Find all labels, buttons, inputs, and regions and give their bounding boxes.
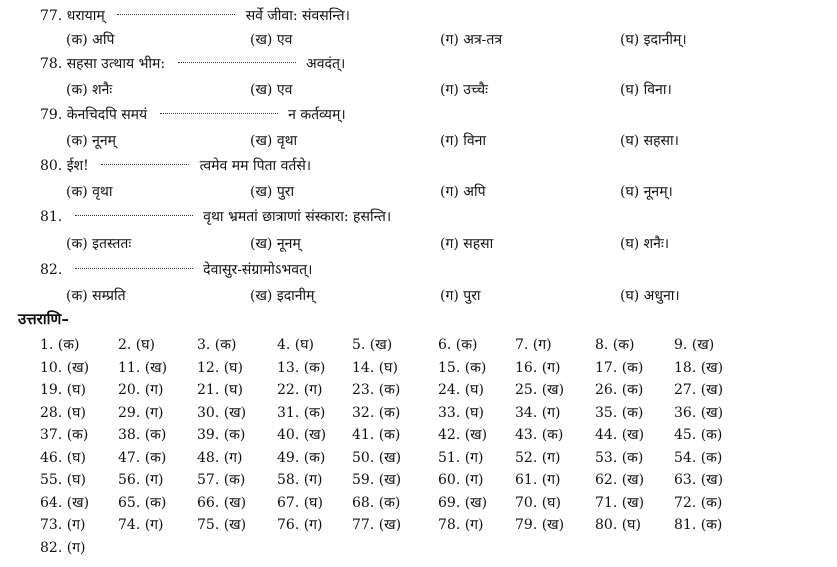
- answer-item: 47. (क): [118, 449, 167, 466]
- option-gha: (घ) शनैः।: [620, 236, 670, 252]
- option-kha: (ख) इदानीम्: [250, 288, 315, 304]
- question-text-after: त्वमेव मम पिता वर्तसे।: [199, 158, 312, 174]
- answer-item: 68. (क): [352, 494, 401, 511]
- answer-item: 56. (ग): [118, 472, 164, 488]
- answer-item: 3. (क): [197, 337, 237, 353]
- answer-item: 70. (घ): [515, 494, 561, 511]
- option-gha: (घ) सहसा।: [620, 133, 679, 149]
- answer-item: 60. (ग): [438, 472, 484, 488]
- answer-item: 42. (ख): [438, 427, 488, 443]
- options-81: [66, 233, 826, 255]
- answer-item: 80. (घ): [595, 517, 641, 533]
- answer-item: 77. (ख): [352, 517, 402, 533]
- question-text-after: वृथा भ्रमतां छात्राणां संस्कारा: हसन्ति।: [203, 209, 392, 225]
- question-text-after: सर्वे जीवा: संवसन्ति।: [245, 8, 350, 24]
- answer-item: 15. (क): [438, 359, 487, 376]
- answer-item: 53. (क): [595, 449, 644, 466]
- option-gha: (घ) नूनम्।: [620, 184, 673, 200]
- question-text-before: धरायाम्: [66, 8, 105, 24]
- answer-item: 31. (क): [277, 404, 326, 421]
- answer-item: 51. (ग): [438, 449, 484, 466]
- answer-item: 78. (ग): [438, 517, 484, 533]
- answer-item: 35. (क): [595, 404, 644, 421]
- answer-item: 64. (ख): [40, 494, 90, 511]
- answer-item: 10. (ख): [40, 359, 90, 376]
- question-number: 78.: [40, 56, 63, 72]
- answer-item: 37. (क): [40, 427, 89, 443]
- option-ka: (क) नूनम्: [66, 133, 117, 149]
- answer-item: 6. (क): [438, 337, 478, 353]
- answer-item: 16. (ग): [515, 359, 561, 376]
- option-ga: (ग) विना: [440, 133, 487, 149]
- answer-item: 49. (क): [277, 449, 326, 466]
- question-number: 80.: [40, 158, 63, 174]
- options-77: [66, 29, 826, 51]
- options-82: [66, 285, 826, 307]
- option-kha: (ख) एव: [250, 32, 293, 48]
- answer-item: 59. (ख): [352, 472, 402, 488]
- answer-item: 52. (ग): [515, 449, 561, 466]
- answer-item: 66. (ख): [197, 494, 247, 511]
- question-number: 77.: [40, 8, 63, 24]
- answer-item: 41. (क): [352, 427, 401, 443]
- question-text-before: ईश!: [66, 158, 89, 174]
- options-79: [66, 130, 826, 152]
- answer-item: 21. (घ): [197, 382, 243, 398]
- question-80: [40, 155, 311, 177]
- question-text-after: देवासुर-संग्रामोऽभवत्।: [203, 262, 313, 278]
- answer-item: 25. (ख): [515, 382, 565, 398]
- answer-item: 26. (क): [595, 382, 644, 398]
- answer-item: 57. (क): [197, 472, 246, 488]
- answer-item: 36. (ख): [674, 404, 724, 421]
- option-ka: (क) इतस्ततः: [66, 236, 132, 252]
- answer-item: 18. (ख): [674, 359, 724, 376]
- answer-item: 1. (क): [40, 337, 80, 353]
- question-text-after: अवदंत्।: [306, 56, 346, 72]
- answer-item: 22. (ग): [277, 382, 323, 398]
- answer-item: 71. (ख): [595, 494, 645, 511]
- answer-item: 13. (क): [277, 359, 326, 376]
- question-78: [40, 53, 345, 75]
- option-kha: (ख) एव: [250, 82, 293, 98]
- answer-item: 48. (ग): [197, 449, 243, 466]
- answer-item: 9. (ख): [674, 337, 715, 353]
- answer-item: 74. (ग): [118, 517, 164, 533]
- answer-item: 2. (घ): [118, 337, 156, 353]
- answer-item: 30. (ख): [197, 404, 247, 421]
- question-text-after: न कर्तव्यम्।: [288, 107, 346, 123]
- answer-item: 12. (घ): [197, 359, 243, 376]
- answer-item: 29. (ग): [118, 404, 164, 421]
- option-ga: (ग) अत्र-तत्र: [440, 32, 503, 48]
- fill-blank: [178, 52, 296, 63]
- question-82: [40, 259, 312, 281]
- answer-item: 50. (ख): [352, 449, 402, 466]
- answer-item: 45. (क): [674, 427, 723, 443]
- answer-item: 5. (ख): [352, 337, 393, 353]
- answer-item: 46. (घ): [40, 449, 86, 466]
- question-77: [40, 5, 350, 27]
- answer-item: 27. (ख): [674, 382, 724, 398]
- answer-item: 72. (क): [674, 494, 723, 511]
- option-gha: (घ) इदानीम्।: [620, 32, 687, 48]
- option-kha: (ख) पुरा: [250, 184, 295, 200]
- answer-item: 79. (ख): [515, 517, 565, 533]
- answer-item: 82. (ग): [40, 539, 86, 556]
- options-80: [66, 181, 826, 203]
- answer-item: 24. (घ): [438, 382, 484, 398]
- option-kha: (ख) नूनम्: [250, 236, 301, 252]
- option-ga: (ग) सहसा: [440, 236, 494, 252]
- fill-blank: [101, 154, 189, 165]
- fill-blank: [160, 103, 278, 114]
- fill-blank: [75, 205, 193, 216]
- answer-item: 67. (घ): [277, 494, 323, 511]
- answer-item: 69. (ख): [438, 494, 488, 511]
- answer-item: 44. (ख): [595, 427, 645, 443]
- question-79: [40, 104, 346, 126]
- fill-blank: [75, 258, 193, 269]
- answer-item: 4. (घ): [277, 337, 315, 353]
- answer-item: 8. (क): [595, 337, 635, 353]
- answer-item: 14. (घ): [352, 359, 398, 376]
- option-ka: (क) वृथा: [66, 184, 113, 200]
- option-ka: (क) सम्प्रति: [66, 288, 126, 304]
- answers-heading: उत्तराणि–: [18, 310, 69, 328]
- option-ka: (क) शनैः: [66, 82, 113, 98]
- answer-item: 28. (घ): [40, 404, 86, 421]
- question-81: [40, 206, 391, 228]
- fill-blank: [117, 4, 235, 15]
- answer-item: 65. (क): [118, 494, 167, 511]
- question-number: 82.: [40, 262, 63, 278]
- answer-item: 20. (ग): [118, 382, 164, 398]
- option-ga: (ग) उच्चैः: [440, 82, 488, 98]
- question-number: 79.: [40, 107, 63, 123]
- answer-item: 39. (क): [197, 427, 246, 443]
- question-text-before: केनचिदपि समयं: [66, 107, 148, 123]
- option-ka: (क) अपि: [66, 32, 115, 48]
- answer-item: 58. (ग): [277, 472, 323, 488]
- answer-item: 76. (ग): [277, 517, 323, 533]
- answer-item: 7. (ग): [515, 337, 552, 353]
- option-ga: (ग) अपि: [440, 184, 486, 200]
- question-number: 81.: [40, 209, 63, 225]
- options-78: [66, 79, 826, 101]
- answer-item: 73. (ग): [40, 517, 86, 533]
- option-ga: (ग) पुरा: [440, 288, 481, 304]
- answer-item: 61. (ग): [515, 472, 561, 488]
- answer-item: 55. (घ): [40, 472, 86, 488]
- answer-item: 19. (घ): [40, 382, 86, 398]
- answer-item: 62. (ख): [595, 472, 645, 488]
- answer-item: 23. (क): [352, 382, 401, 398]
- option-gha: (घ) अधुना।: [620, 288, 680, 304]
- answer-item: 38. (क): [118, 427, 167, 443]
- answer-item: 81. (क): [674, 517, 723, 533]
- answer-item: 54. (क): [674, 449, 723, 466]
- answer-item: 11. (ख): [118, 359, 168, 376]
- answer-item: 43. (क): [515, 427, 564, 443]
- answer-item: 32. (क): [352, 404, 401, 421]
- option-gha: (घ) विना।: [620, 82, 672, 98]
- answer-item: 75. (ख): [197, 517, 247, 533]
- answer-item: 63. (ख): [674, 472, 724, 488]
- answer-item: 17. (क): [595, 359, 644, 376]
- answer-item: 33. (घ): [438, 404, 484, 421]
- answer-item: 40. (ख): [277, 427, 327, 443]
- answer-item: 34. (ग): [515, 404, 561, 421]
- question-text-before: सहसा उत्थाय भीम:: [66, 56, 166, 72]
- option-kha: (ख) वृथा: [250, 133, 298, 149]
